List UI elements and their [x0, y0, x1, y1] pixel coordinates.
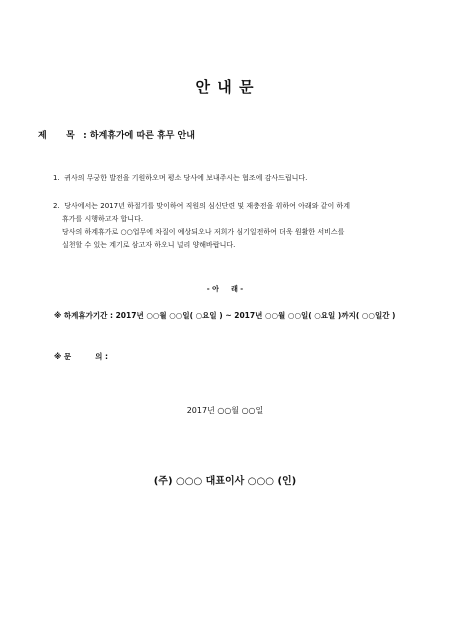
- paragraph-2-line1: 당사에서는 2017년 하절기를 맞이하여 직원의 심신단련 및 재충전을 위하여 아래와 같이 하계: [64, 202, 350, 210]
- subject-line: [38, 128, 195, 141]
- subject-separator: :: [83, 131, 87, 141]
- paragraph-1-text: 귀사의 무궁한 발전을 기원하오며 평소 당사에 보내주시는 협조에 감사드립니다.: [64, 174, 308, 182]
- document-date: 2017년 ○○월 ○○일: [186, 406, 264, 415]
- subject-label-char2: 목: [66, 131, 75, 141]
- inquiry-suffix: 의 :: [95, 352, 109, 361]
- paragraph-2-line3: 당사의 하계휴가로 ○○업무에 차질이 예상되오나 저희가 심기일전하여 더욱 원활한 서비스를: [62, 228, 345, 236]
- company-signature: (주) ○○○ 대표이사 ○○○ (인): [153, 476, 297, 487]
- paragraph-2-line4: 실천할 수 있는 계기로 삼고자 하오니 널리 양해바랍니다.: [62, 241, 236, 249]
- subject-label-char1: 제: [38, 131, 47, 141]
- paragraph-2-number: 2.: [53, 202, 60, 210]
- document-title: 안 내 문: [195, 78, 255, 96]
- inquiry-line: [54, 351, 108, 362]
- paragraph-1: [53, 172, 307, 185]
- below-heading: - 아 래 -: [206, 285, 244, 293]
- paragraph-1-number: 1.: [53, 174, 60, 182]
- paragraph-2-line2: 휴가를 시행하고자 합니다.: [62, 215, 144, 223]
- inquiry-prefix: ※ 문: [54, 352, 72, 361]
- paragraph-2: [53, 200, 350, 252]
- vacation-period: ※ 하계휴가기간 : 2017년 ○○월 ○○일( ○요일 ) ~ 2017년 ○○월 ○○일( ○요일 )까지( ○○일간 ): [54, 311, 396, 320]
- subject-text: 하계휴가에 따른 휴무 안내: [89, 131, 195, 141]
